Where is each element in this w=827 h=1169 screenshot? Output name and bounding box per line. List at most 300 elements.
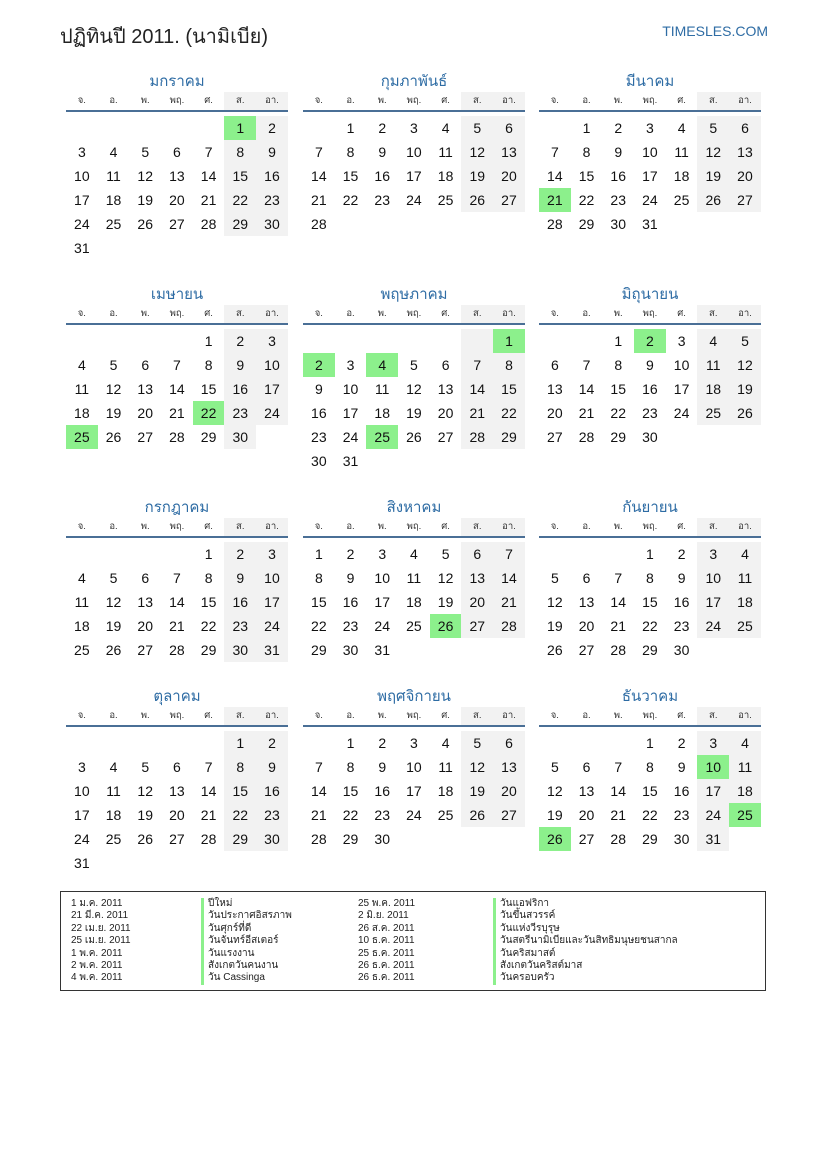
day-cell[interactable]: 25 bbox=[66, 425, 98, 449]
day-cell[interactable]: 7 bbox=[314, 144, 323, 160]
day-cell[interactable]: 22 bbox=[311, 618, 327, 634]
day-cell[interactable]: 4 bbox=[677, 120, 686, 136]
day-cell[interactable]: 25 bbox=[437, 807, 454, 823]
day-cell[interactable]: 8 bbox=[646, 759, 654, 775]
day-cell[interactable]: 23 bbox=[342, 618, 359, 634]
day-cell[interactable]: 6 bbox=[493, 731, 525, 755]
day-cell[interactable]: 24 bbox=[74, 216, 90, 232]
day-cell[interactable]: 21 bbox=[578, 405, 595, 421]
day-cell[interactable]: 13 bbox=[169, 783, 185, 799]
day-cell[interactable]: 16 bbox=[673, 594, 690, 610]
day-cell[interactable]: 24 bbox=[697, 614, 729, 638]
day-cell[interactable]: 22 bbox=[342, 192, 359, 208]
day-cell[interactable]: 15 bbox=[200, 381, 217, 397]
day-cell[interactable]: 9 bbox=[677, 759, 686, 775]
day-cell[interactable]: 12 bbox=[406, 381, 422, 397]
day-cell[interactable]: 30 bbox=[311, 453, 327, 469]
day-cell[interactable]: 19 bbox=[461, 164, 493, 188]
day-cell[interactable]: 25 bbox=[74, 642, 90, 658]
day-cell[interactable]: 22 bbox=[610, 405, 626, 421]
day-cell[interactable]: 31 bbox=[342, 453, 359, 469]
day-cell[interactable]: 26 bbox=[461, 188, 493, 212]
day-cell[interactable]: 22 bbox=[578, 192, 595, 208]
day-cell[interactable]: 6 bbox=[550, 357, 559, 373]
day-cell[interactable]: 2 bbox=[378, 735, 387, 751]
day-cell[interactable]: 2 bbox=[224, 542, 256, 566]
day-cell[interactable]: 9 bbox=[346, 570, 355, 586]
day-cell[interactable]: 21 bbox=[539, 188, 571, 212]
day-cell[interactable]: 13 bbox=[137, 381, 153, 397]
day-cell[interactable]: 11 bbox=[106, 168, 121, 184]
day-cell[interactable]: 1 bbox=[346, 120, 355, 136]
day-cell[interactable]: 24 bbox=[673, 405, 690, 421]
day-cell[interactable]: 6 bbox=[441, 357, 450, 373]
day-cell[interactable]: 27 bbox=[461, 614, 493, 638]
day-cell[interactable]: 10 bbox=[406, 144, 422, 160]
day-cell[interactable]: 14 bbox=[311, 168, 327, 184]
day-cell[interactable]: 30 bbox=[642, 429, 658, 445]
day-cell[interactable]: 3 bbox=[77, 759, 86, 775]
day-cell[interactable]: 28 bbox=[169, 642, 185, 658]
day-cell[interactable]: 23 bbox=[374, 807, 390, 823]
day-cell[interactable]: 19 bbox=[697, 164, 729, 188]
day-cell[interactable]: 10 bbox=[74, 783, 90, 799]
day-cell[interactable]: 27 bbox=[729, 188, 761, 212]
day-cell[interactable]: 26 bbox=[697, 188, 729, 212]
day-cell[interactable]: 9 bbox=[224, 566, 256, 590]
day-cell[interactable]: 12 bbox=[547, 594, 563, 610]
day-cell[interactable]: 27 bbox=[578, 642, 595, 658]
day-cell[interactable]: 12 bbox=[697, 140, 729, 164]
day-cell[interactable]: 27 bbox=[169, 216, 185, 232]
day-cell[interactable]: 21 bbox=[200, 192, 217, 208]
day-cell[interactable]: 18 bbox=[673, 168, 690, 184]
day-cell[interactable]: 22 bbox=[642, 618, 658, 634]
day-cell[interactable]: 19 bbox=[729, 377, 761, 401]
day-cell[interactable]: 22 bbox=[493, 401, 525, 425]
day-cell[interactable]: 13 bbox=[578, 783, 595, 799]
day-cell[interactable]: 4 bbox=[109, 759, 118, 775]
day-cell[interactable]: 12 bbox=[437, 570, 454, 586]
day-cell[interactable]: 19 bbox=[461, 779, 493, 803]
day-cell[interactable]: 7 bbox=[204, 144, 213, 160]
day-cell[interactable]: 6 bbox=[141, 570, 150, 586]
day-cell[interactable]: 4 bbox=[77, 570, 86, 586]
day-cell[interactable]: 5 bbox=[410, 357, 418, 373]
day-cell[interactable]: 9 bbox=[677, 570, 686, 586]
day-cell[interactable]: 10 bbox=[342, 381, 359, 397]
site-link[interactable]: TIMESLES.COM bbox=[662, 23, 768, 39]
day-cell[interactable]: 12 bbox=[105, 594, 122, 610]
day-cell[interactable]: 2 bbox=[303, 353, 335, 377]
day-cell[interactable]: 11 bbox=[697, 353, 729, 377]
day-cell[interactable]: 4 bbox=[441, 735, 450, 751]
day-cell[interactable]: 24 bbox=[374, 618, 390, 634]
day-cell[interactable]: 9 bbox=[378, 144, 387, 160]
day-cell[interactable]: 28 bbox=[169, 429, 185, 445]
day-cell[interactable]: 15 bbox=[224, 164, 256, 188]
day-cell[interactable]: 11 bbox=[729, 566, 761, 590]
day-cell[interactable]: 8 bbox=[493, 353, 525, 377]
day-cell[interactable]: 27 bbox=[578, 831, 595, 847]
day-cell[interactable]: 17 bbox=[642, 168, 658, 184]
day-cell[interactable]: 6 bbox=[173, 759, 181, 775]
day-cell[interactable]: 3 bbox=[410, 735, 418, 751]
day-cell[interactable]: 16 bbox=[374, 168, 390, 184]
day-cell[interactable]: 21 bbox=[610, 618, 626, 634]
day-cell[interactable]: 4 bbox=[109, 144, 118, 160]
day-cell[interactable]: 16 bbox=[256, 779, 288, 803]
day-cell[interactable]: 24 bbox=[406, 807, 422, 823]
day-cell[interactable]: 1 bbox=[582, 120, 591, 136]
day-cell[interactable]: 8 bbox=[204, 357, 213, 373]
day-cell[interactable]: 30 bbox=[673, 831, 690, 847]
day-cell[interactable]: 17 bbox=[374, 594, 390, 610]
day-cell[interactable]: 11 bbox=[74, 381, 90, 397]
day-cell[interactable]: 5 bbox=[441, 546, 450, 562]
day-cell[interactable]: 19 bbox=[437, 594, 454, 610]
day-cell[interactable]: 14 bbox=[610, 783, 626, 799]
day-cell[interactable]: 3 bbox=[646, 120, 654, 136]
day-cell[interactable]: 4 bbox=[366, 353, 398, 377]
day-cell[interactable]: 4 bbox=[410, 546, 418, 562]
day-cell[interactable]: 25 bbox=[406, 618, 422, 634]
day-cell[interactable]: 28 bbox=[610, 831, 626, 847]
day-cell[interactable]: 18 bbox=[729, 779, 761, 803]
day-cell[interactable]: 9 bbox=[314, 381, 323, 397]
day-cell[interactable]: 5 bbox=[141, 759, 150, 775]
day-cell[interactable]: 21 bbox=[493, 590, 525, 614]
day-cell[interactable]: 23 bbox=[673, 807, 690, 823]
day-cell[interactable]: 13 bbox=[437, 381, 454, 397]
day-cell[interactable]: 20 bbox=[578, 807, 595, 823]
day-cell[interactable]: 12 bbox=[137, 783, 153, 799]
day-cell[interactable]: 11 bbox=[674, 144, 689, 160]
day-cell[interactable]: 11 bbox=[74, 594, 90, 610]
day-cell[interactable]: 14 bbox=[200, 783, 217, 799]
day-cell[interactable]: 13 bbox=[461, 566, 493, 590]
day-cell[interactable]: 8 bbox=[224, 140, 256, 164]
day-cell[interactable]: 25 bbox=[105, 831, 122, 847]
day-cell[interactable]: 6 bbox=[582, 759, 591, 775]
day-cell[interactable]: 27 bbox=[437, 429, 454, 445]
day-cell[interactable]: 6 bbox=[493, 116, 525, 140]
day-cell[interactable]: 9 bbox=[614, 144, 623, 160]
day-cell[interactable]: 1 bbox=[204, 333, 213, 349]
day-cell[interactable]: 31 bbox=[697, 827, 729, 851]
day-cell[interactable]: 28 bbox=[311, 831, 327, 847]
day-cell[interactable]: 28 bbox=[461, 425, 493, 449]
day-cell[interactable]: 28 bbox=[547, 216, 563, 232]
day-cell[interactable]: 11 bbox=[106, 783, 121, 799]
day-cell[interactable]: 4 bbox=[441, 120, 450, 136]
day-cell[interactable]: 22 bbox=[200, 618, 217, 634]
day-cell[interactable]: 24 bbox=[342, 429, 359, 445]
day-cell[interactable]: 22 bbox=[193, 401, 225, 425]
day-cell[interactable]: 3 bbox=[346, 357, 355, 373]
day-cell[interactable]: 2 bbox=[224, 329, 256, 353]
day-cell[interactable]: 16 bbox=[610, 168, 626, 184]
day-cell[interactable]: 3 bbox=[677, 333, 686, 349]
day-cell[interactable]: 29 bbox=[200, 429, 217, 445]
day-cell[interactable]: 14 bbox=[311, 783, 327, 799]
day-cell[interactable]: 2 bbox=[634, 329, 666, 353]
day-cell[interactable]: 26 bbox=[137, 831, 153, 847]
day-cell[interactable]: 20 bbox=[437, 405, 454, 421]
day-cell[interactable]: 20 bbox=[547, 405, 563, 421]
day-cell[interactable]: 20 bbox=[578, 618, 595, 634]
day-cell[interactable]: 1 bbox=[493, 329, 525, 353]
day-cell[interactable]: 17 bbox=[74, 807, 90, 823]
day-cell[interactable]: 15 bbox=[311, 594, 327, 610]
day-cell[interactable]: 10 bbox=[256, 566, 288, 590]
day-cell[interactable]: 11 bbox=[374, 381, 390, 397]
day-cell[interactable]: 24 bbox=[256, 401, 288, 425]
day-cell[interactable]: 28 bbox=[493, 614, 525, 638]
day-cell[interactable]: 5 bbox=[550, 570, 559, 586]
day-cell[interactable]: 22 bbox=[342, 807, 359, 823]
day-cell[interactable]: 17 bbox=[256, 377, 288, 401]
day-cell[interactable]: 15 bbox=[493, 377, 525, 401]
day-cell[interactable]: 27 bbox=[493, 803, 525, 827]
day-cell[interactable]: 9 bbox=[256, 755, 288, 779]
day-cell[interactable]: 30 bbox=[673, 642, 690, 658]
day-cell[interactable]: 10 bbox=[697, 566, 729, 590]
day-cell[interactable]: 26 bbox=[105, 642, 122, 658]
day-cell[interactable]: 24 bbox=[256, 614, 288, 638]
day-cell[interactable]: 29 bbox=[642, 831, 658, 847]
day-cell[interactable]: 20 bbox=[493, 164, 525, 188]
day-cell[interactable]: 19 bbox=[406, 405, 422, 421]
day-cell[interactable]: 17 bbox=[342, 405, 359, 421]
day-cell[interactable]: 19 bbox=[105, 618, 122, 634]
day-cell[interactable]: 26 bbox=[137, 216, 153, 232]
day-cell[interactable]: 21 bbox=[169, 405, 185, 421]
day-cell[interactable]: 31 bbox=[374, 642, 390, 658]
day-cell[interactable]: 31 bbox=[74, 855, 90, 871]
day-cell[interactable]: 10 bbox=[374, 570, 390, 586]
day-cell[interactable]: 14 bbox=[578, 381, 595, 397]
day-cell[interactable]: 29 bbox=[224, 212, 256, 236]
day-cell[interactable]: 29 bbox=[200, 642, 217, 658]
day-cell[interactable]: 29 bbox=[642, 642, 658, 658]
day-cell[interactable]: 10 bbox=[406, 759, 422, 775]
day-cell[interactable]: 22 bbox=[642, 807, 658, 823]
day-cell[interactable]: 11 bbox=[438, 759, 453, 775]
day-cell[interactable]: 26 bbox=[430, 614, 462, 638]
day-cell[interactable]: 11 bbox=[438, 144, 453, 160]
day-cell[interactable]: 7 bbox=[493, 542, 525, 566]
day-cell[interactable]: 7 bbox=[204, 759, 213, 775]
day-cell[interactable]: 15 bbox=[342, 783, 359, 799]
day-cell[interactable]: 3 bbox=[256, 542, 288, 566]
day-cell[interactable]: 8 bbox=[204, 570, 213, 586]
day-cell[interactable]: 9 bbox=[378, 759, 387, 775]
day-cell[interactable]: 18 bbox=[105, 807, 122, 823]
day-cell[interactable]: 31 bbox=[74, 240, 90, 256]
day-cell[interactable]: 16 bbox=[673, 783, 690, 799]
day-cell[interactable]: 23 bbox=[642, 405, 658, 421]
day-cell[interactable]: 13 bbox=[729, 140, 761, 164]
day-cell[interactable]: 16 bbox=[256, 164, 288, 188]
day-cell[interactable]: 6 bbox=[461, 542, 493, 566]
day-cell[interactable]: 20 bbox=[169, 192, 185, 208]
day-cell[interactable]: 28 bbox=[200, 831, 217, 847]
day-cell[interactable]: 3 bbox=[378, 546, 387, 562]
day-cell[interactable]: 19 bbox=[137, 807, 153, 823]
day-cell[interactable]: 12 bbox=[105, 381, 122, 397]
day-cell[interactable]: 1 bbox=[204, 546, 213, 562]
day-cell[interactable]: 25 bbox=[697, 401, 729, 425]
day-cell[interactable]: 29 bbox=[224, 827, 256, 851]
day-cell[interactable]: 30 bbox=[224, 638, 256, 662]
day-cell[interactable]: 29 bbox=[610, 429, 626, 445]
day-cell[interactable]: 7 bbox=[550, 144, 559, 160]
day-cell[interactable]: 16 bbox=[224, 590, 256, 614]
day-cell[interactable]: 15 bbox=[642, 594, 658, 610]
day-cell[interactable]: 14 bbox=[493, 566, 525, 590]
day-cell[interactable]: 7 bbox=[461, 353, 493, 377]
day-cell[interactable]: 19 bbox=[547, 618, 563, 634]
day-cell[interactable]: 6 bbox=[173, 144, 181, 160]
day-cell[interactable]: 18 bbox=[406, 594, 422, 610]
day-cell[interactable]: 13 bbox=[137, 594, 153, 610]
day-cell[interactable]: 10 bbox=[256, 353, 288, 377]
day-cell[interactable]: 5 bbox=[109, 357, 118, 373]
day-cell[interactable]: 18 bbox=[437, 168, 454, 184]
day-cell[interactable]: 5 bbox=[729, 329, 761, 353]
day-cell[interactable]: 28 bbox=[311, 216, 327, 232]
day-cell[interactable]: 18 bbox=[697, 377, 729, 401]
day-cell[interactable]: 16 bbox=[374, 783, 390, 799]
day-cell[interactable]: 31 bbox=[642, 216, 658, 232]
day-cell[interactable]: 23 bbox=[374, 192, 390, 208]
day-cell[interactable]: 19 bbox=[547, 807, 563, 823]
day-cell[interactable]: 3 bbox=[697, 542, 729, 566]
day-cell[interactable]: 26 bbox=[406, 429, 422, 445]
day-cell[interactable]: 25 bbox=[366, 425, 398, 449]
day-cell[interactable]: 6 bbox=[729, 116, 761, 140]
day-cell[interactable]: 21 bbox=[311, 192, 327, 208]
day-cell[interactable]: 5 bbox=[550, 759, 559, 775]
day-cell[interactable]: 7 bbox=[614, 759, 623, 775]
day-cell[interactable]: 15 bbox=[578, 168, 595, 184]
day-cell[interactable]: 28 bbox=[200, 216, 217, 232]
day-cell[interactable]: 29 bbox=[578, 216, 595, 232]
day-cell[interactable]: 6 bbox=[141, 357, 150, 373]
day-cell[interactable]: 21 bbox=[610, 807, 626, 823]
day-cell[interactable]: 2 bbox=[614, 120, 623, 136]
day-cell[interactable]: 1 bbox=[646, 546, 654, 562]
day-cell[interactable]: 15 bbox=[642, 783, 658, 799]
day-cell[interactable]: 14 bbox=[461, 377, 493, 401]
day-cell[interactable]: 27 bbox=[137, 429, 153, 445]
day-cell[interactable]: 4 bbox=[729, 542, 761, 566]
day-cell[interactable]: 3 bbox=[410, 120, 418, 136]
day-cell[interactable]: 23 bbox=[256, 188, 288, 212]
day-cell[interactable]: 20 bbox=[729, 164, 761, 188]
day-cell[interactable]: 1 bbox=[224, 731, 256, 755]
day-cell[interactable]: 10 bbox=[673, 357, 690, 373]
day-cell[interactable]: 1 bbox=[614, 333, 623, 349]
day-cell[interactable]: 15 bbox=[610, 381, 626, 397]
day-cell[interactable]: 28 bbox=[578, 429, 595, 445]
day-cell[interactable]: 30 bbox=[374, 831, 390, 847]
day-cell[interactable]: 8 bbox=[314, 570, 323, 586]
day-cell[interactable]: 14 bbox=[610, 594, 626, 610]
day-cell[interactable]: 5 bbox=[461, 116, 493, 140]
day-cell[interactable]: 4 bbox=[697, 329, 729, 353]
day-cell[interactable]: 30 bbox=[224, 425, 256, 449]
day-cell[interactable]: 9 bbox=[224, 353, 256, 377]
day-cell[interactable]: 10 bbox=[74, 168, 90, 184]
day-cell[interactable]: 18 bbox=[437, 783, 454, 799]
day-cell[interactable]: 17 bbox=[406, 783, 422, 799]
day-cell[interactable]: 5 bbox=[697, 116, 729, 140]
day-cell[interactable]: 14 bbox=[169, 381, 185, 397]
day-cell[interactable]: 4 bbox=[729, 731, 761, 755]
day-cell[interactable]: 17 bbox=[256, 590, 288, 614]
day-cell[interactable]: 10 bbox=[697, 755, 729, 779]
day-cell[interactable]: 21 bbox=[200, 807, 217, 823]
day-cell[interactable]: 27 bbox=[169, 831, 185, 847]
day-cell[interactable]: 14 bbox=[547, 168, 563, 184]
day-cell[interactable]: 8 bbox=[582, 144, 591, 160]
day-cell[interactable]: 25 bbox=[673, 192, 690, 208]
day-cell[interactable]: 18 bbox=[105, 192, 122, 208]
day-cell[interactable]: 30 bbox=[256, 827, 288, 851]
day-cell[interactable]: 16 bbox=[342, 594, 359, 610]
day-cell[interactable]: 23 bbox=[311, 429, 327, 445]
day-cell[interactable]: 2 bbox=[256, 116, 288, 140]
day-cell[interactable]: 24 bbox=[642, 192, 658, 208]
day-cell[interactable]: 16 bbox=[642, 381, 658, 397]
day-cell[interactable]: 1 bbox=[646, 735, 654, 751]
day-cell[interactable]: 14 bbox=[200, 168, 217, 184]
day-cell[interactable]: 7 bbox=[582, 357, 591, 373]
day-cell[interactable]: 25 bbox=[105, 216, 122, 232]
day-cell[interactable]: 12 bbox=[461, 755, 493, 779]
day-cell[interactable]: 18 bbox=[74, 618, 90, 634]
day-cell[interactable]: 27 bbox=[493, 188, 525, 212]
day-cell[interactable]: 8 bbox=[346, 144, 355, 160]
day-cell[interactable]: 5 bbox=[461, 731, 493, 755]
day-cell[interactable]: 29 bbox=[311, 642, 327, 658]
day-cell[interactable]: 9 bbox=[256, 140, 288, 164]
day-cell[interactable]: 13 bbox=[493, 140, 525, 164]
day-cell[interactable]: 12 bbox=[461, 140, 493, 164]
day-cell[interactable]: 3 bbox=[77, 144, 86, 160]
day-cell[interactable]: 12 bbox=[729, 353, 761, 377]
day-cell[interactable]: 8 bbox=[346, 759, 355, 775]
day-cell[interactable]: 30 bbox=[342, 642, 359, 658]
day-cell[interactable]: 2 bbox=[677, 735, 686, 751]
day-cell[interactable]: 10 bbox=[642, 144, 658, 160]
day-cell[interactable]: 1 bbox=[224, 116, 256, 140]
day-cell[interactable]: 8 bbox=[646, 570, 654, 586]
day-cell[interactable]: 1 bbox=[346, 735, 355, 751]
day-cell[interactable]: 17 bbox=[697, 590, 729, 614]
day-cell[interactable]: 3 bbox=[256, 329, 288, 353]
day-cell[interactable]: 17 bbox=[74, 192, 90, 208]
day-cell[interactable]: 25 bbox=[729, 803, 761, 827]
day-cell[interactable]: 18 bbox=[374, 405, 390, 421]
day-cell[interactable]: 2 bbox=[378, 120, 387, 136]
day-cell[interactable]: 13 bbox=[169, 168, 185, 184]
day-cell[interactable]: 18 bbox=[74, 405, 90, 421]
day-cell[interactable]: 21 bbox=[169, 618, 185, 634]
day-cell[interactable]: 15 bbox=[224, 779, 256, 803]
